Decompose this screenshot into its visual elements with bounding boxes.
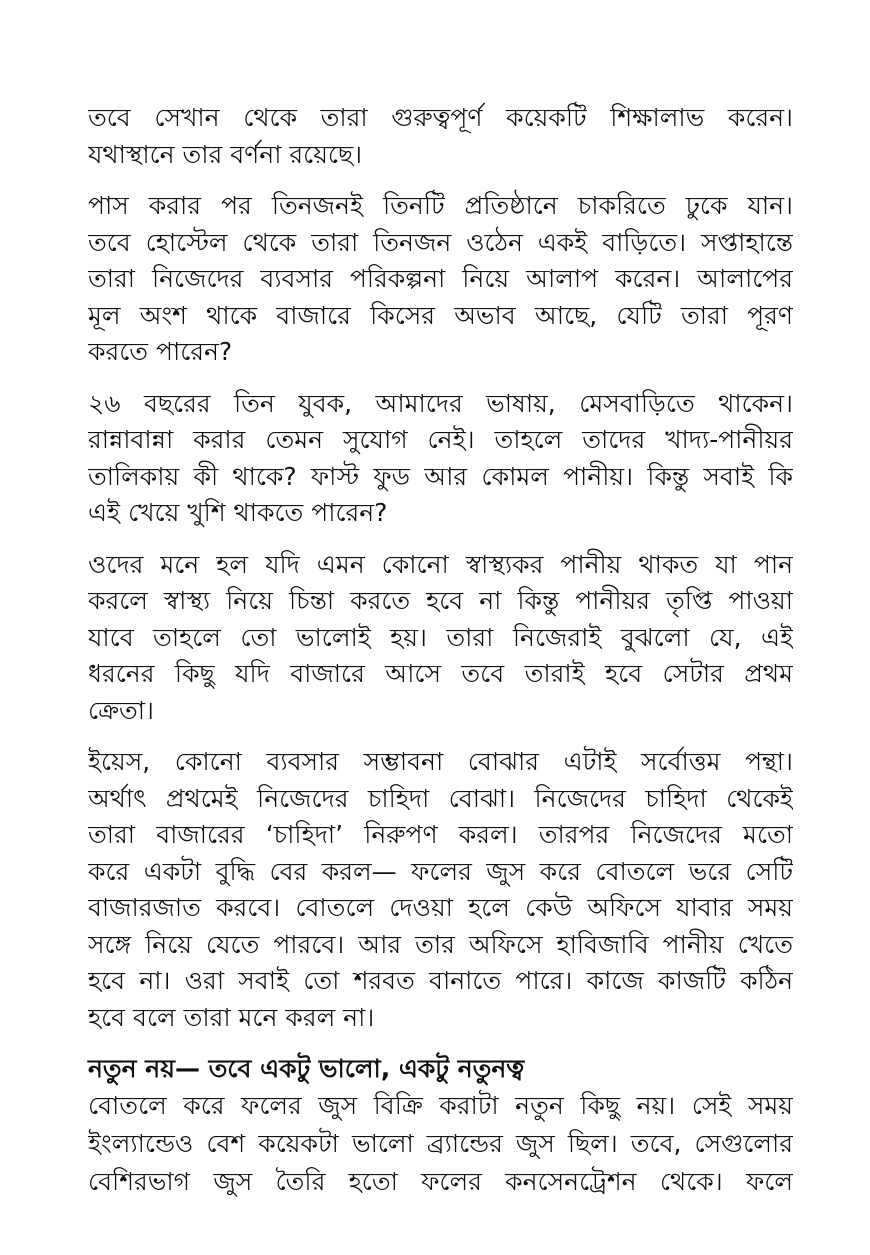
text-line: হবে না। ওরা সবাই তো শরবত বানাতে পারে। কাজে কাজটি কঠিন <box>88 966 793 995</box>
text-line: যাবে তাহলে তো ভালোই হয়। তারা নিজেরাই বুঝলো যে, এই <box>88 622 793 652</box>
text-line: তারা বাজারের ‘চাহিদা’ নিরুপণ করল। তারপর নিজেদের মতো <box>88 820 793 849</box>
text-line: করে একটা বুদ্ধি বের করল— ফলের জুস করে বোতলে ভরে সেটি <box>88 856 793 886</box>
text-line: বাজারজাত করবে। বোতলে দেওয়া হলে কেউ অফিসে যাবার সময় <box>88 893 793 922</box>
section-heading: নতুন নয়— তবে একটু ভালো, একটু নতুনত্ব <box>88 1054 525 1083</box>
text-line: অর্থাৎ প্রথমেই নিজেদের চাহিদা বোঝা। নিজেদের চাহিদা থেকেই <box>88 783 793 813</box>
text-line: ওদের মনে হল যদি এমন কোনো স্বাস্থ্যকর পানীয় থাকত যা পান <box>88 549 793 579</box>
paragraph-2 <box>88 188 793 371</box>
text-line: যথাস্থানে তার বর্ণনা রয়েছে। <box>88 139 363 169</box>
paragraph-5 <box>88 744 793 1036</box>
text-line: তবে সেখান থেকে তারা গুরুত্বপূর্ণ কয়েকটি শিক্ষালাভ করেন। <box>88 103 793 132</box>
text-line: ধরনের কিছু যদি বাজারে আসে তবে তারাই হবে সেটার প্রথম <box>88 659 793 688</box>
text-line: তালিকায় কী থাকে? ফাস্ট ফুড আর কোমল পানীয়। কিন্তু সবাই কি <box>88 461 793 491</box>
text-line: ২৬ বছরের তিন যুবক, আমাদের ভাষায়, মেসবাড়িতে থাকেন। <box>88 388 793 418</box>
text-line: বোতলে করে ফলের জুস বিক্রি করাটা নতুন কিছু নয়। সেই সময় <box>88 1091 793 1120</box>
text-line: ইংল্যান্ডেও বেশ কয়েকটা ভালো ব্র্যান্ডের জুস ছিল। তবে, সেগুলোর <box>88 1129 793 1158</box>
paragraph-3 <box>88 386 793 532</box>
text-line: মূল অংশ থাকে বাজারে কিসের অভাব আছে, যেটি তারা পূরণ <box>88 300 793 330</box>
text-line: পাস করার পর তিনজনই তিনটি প্রতিষ্ঠানে চাকরিতে ঢুকে যান। <box>88 191 793 220</box>
text-line: ক্রেতা। <box>88 695 154 725</box>
paragraph-1 <box>88 100 793 173</box>
text-line: করলে স্বাস্থ্য নিয়ে চিন্তা করতে হবে না কিন্তু পানীয়র তৃপ্তি পাওয়া <box>88 586 793 615</box>
text-line: বেশিরভাগ জুস তৈরি হতো ফলের কনসেনট্রেশন থেকে। ফলে <box>88 1167 793 1196</box>
section-paragraph <box>88 1087 793 1201</box>
text-line: তারা নিজেদের ব্যবসার পরিকল্পনা নিয়ে আলাপ করেন। আলাপের <box>88 264 793 293</box>
text-line: হবে বলে তারা মনে করল না। <box>88 1002 375 1032</box>
book-page <box>88 100 793 1216</box>
text-line: ইয়েস, কোনো ব্যবসার সম্ভাবনা বোঝার এটাই সর্বোত্তম পন্থা। <box>88 747 793 776</box>
text-line: সঙ্গে নিয়ে যেতে পারবে। আর তার অফিসে হাবিজাবি পানীয় খেতে <box>88 929 793 959</box>
paragraph-4 <box>88 547 793 730</box>
text-line: করতে পারেন? <box>88 337 233 366</box>
text-line: রান্নাবান্না করার তেমন সুযোগ নেই। তাহলে তাদের খাদ্য-পানীয়র <box>88 425 793 454</box>
text-line: তবে হোস্টেল থেকে তারা তিনজন ওঠেন একই বাড়িতে। সপ্তাহান্তে <box>88 227 793 257</box>
text-line: এই খেয়ে খুশি থাকতে পারেন? <box>88 498 388 527</box>
